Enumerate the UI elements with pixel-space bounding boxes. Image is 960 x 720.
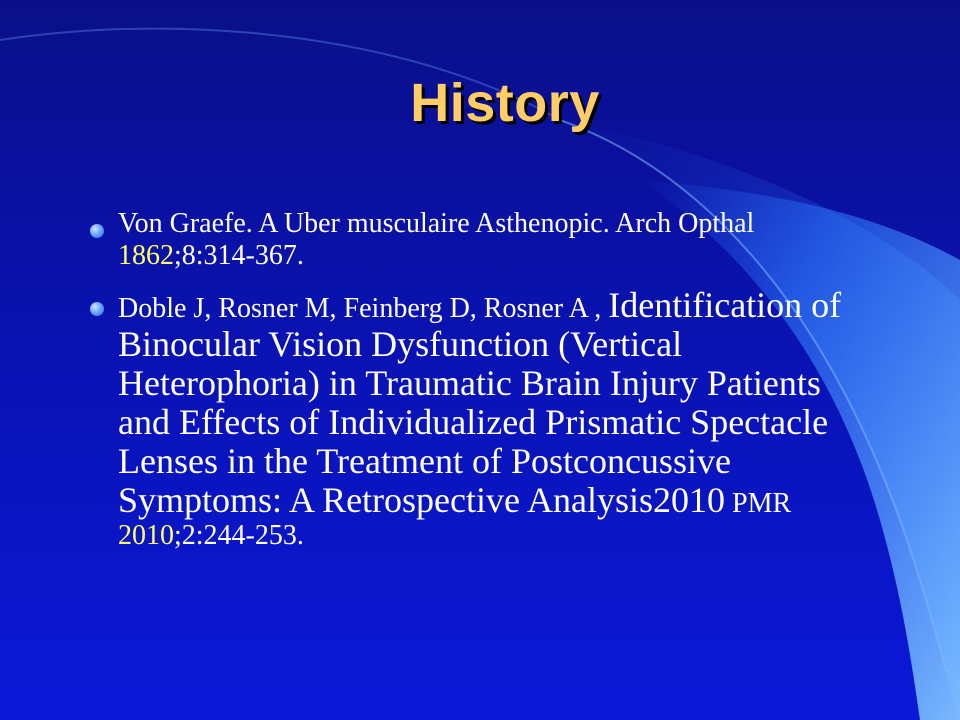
bullet-list bbox=[90, 208, 860, 566]
bullet-dot-icon bbox=[90, 302, 104, 316]
bullet-text bbox=[118, 208, 860, 272]
bullet-text bbox=[118, 286, 860, 552]
citation-text: Von Graefe. A Uber musculaire Asthenopic. Arch Opthal bbox=[118, 208, 755, 239]
citation-year: 1862 bbox=[118, 240, 174, 271]
bullet-dot-icon bbox=[90, 224, 104, 238]
slide-title: History bbox=[410, 73, 600, 133]
citation-text: ;8:314-367. bbox=[174, 240, 304, 271]
citation-journal: PMR bbox=[725, 488, 792, 519]
citation-pages: ;2:244-253. bbox=[174, 520, 304, 551]
bullet-item-1 bbox=[90, 208, 860, 272]
citation-authors: Doble J, Rosner M, Feinberg D, Rosner A , bbox=[118, 293, 609, 324]
bullet-item-2 bbox=[90, 286, 860, 552]
citation-title: Identification of Binocular Vision Dysfunction (Vertical Heterophoria) in Traumatic Brain Injury Patients and Effects of Individualized Prismatic Spectacle Lenses in the Treatment of Postconcussive Symptoms: A Retrospective Analysis2010 bbox=[118, 285, 842, 520]
citation-year: 2010 bbox=[118, 520, 174, 551]
